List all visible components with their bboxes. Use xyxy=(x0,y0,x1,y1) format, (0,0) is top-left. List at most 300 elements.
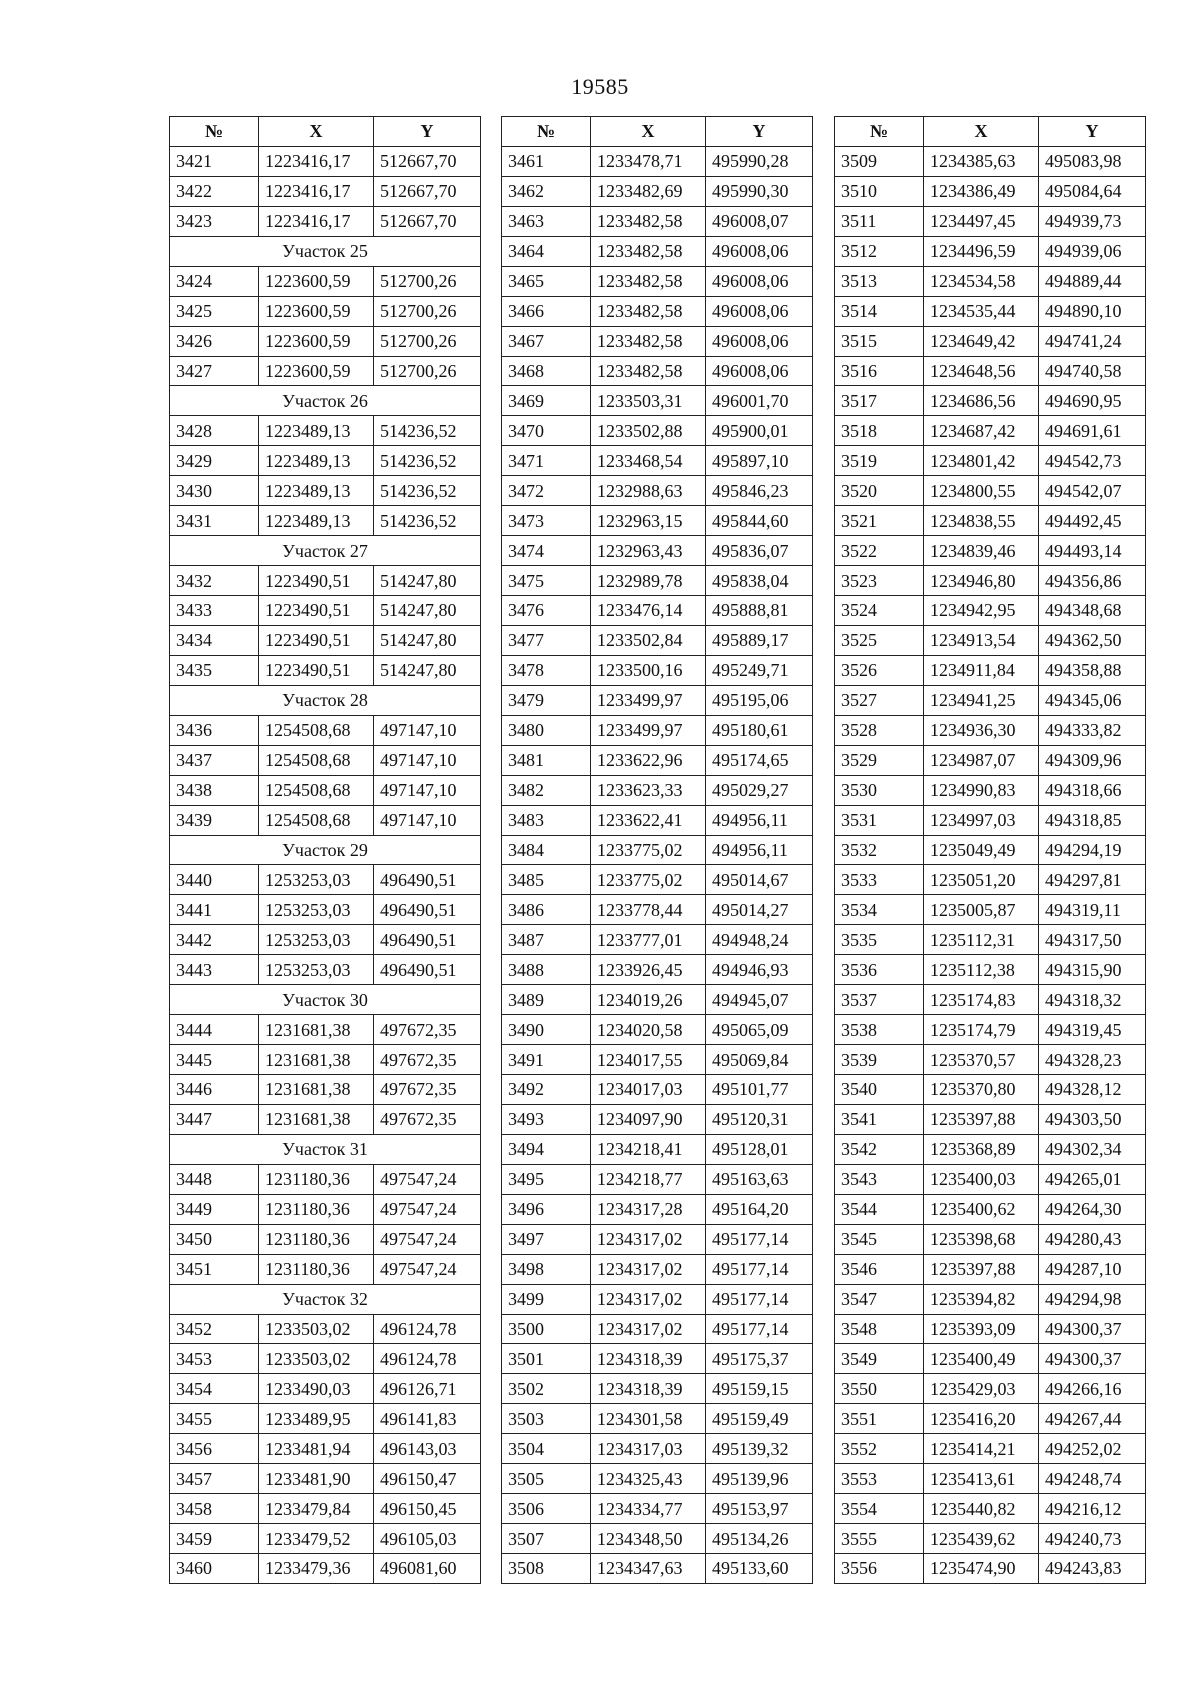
point-number-cell: 3463 xyxy=(502,206,591,236)
x-coordinate-cell: 1234318,39 xyxy=(591,1344,706,1374)
point-number-cell: 3438 xyxy=(170,775,259,805)
x-coordinate-cell: 1232963,43 xyxy=(591,536,706,566)
y-coordinate-cell: 494309,96 xyxy=(1039,745,1146,775)
point-number-cell: 3435 xyxy=(170,655,259,685)
point-number-cell: 3550 xyxy=(835,1374,924,1404)
table-row xyxy=(170,955,481,985)
point-number-cell: 3542 xyxy=(835,1134,924,1164)
table-row xyxy=(835,865,1146,895)
point-number-cell: 3537 xyxy=(835,985,924,1015)
y-coordinate-cell: 495128,01 xyxy=(706,1134,813,1164)
table-row xyxy=(502,655,813,685)
table-row xyxy=(170,805,481,835)
point-number-cell: 3518 xyxy=(835,416,924,446)
x-coordinate-cell: 1234218,77 xyxy=(591,1164,706,1194)
table-row xyxy=(502,566,813,596)
table-row xyxy=(170,715,481,745)
section-row xyxy=(170,1134,481,1164)
y-coordinate-cell: 494741,24 xyxy=(1039,326,1146,356)
point-number-cell: 3490 xyxy=(502,1015,591,1045)
point-number-cell: 3432 xyxy=(170,566,259,596)
section-row xyxy=(170,386,481,416)
table-row xyxy=(170,625,481,655)
x-coordinate-cell: 1234317,02 xyxy=(591,1314,706,1344)
table-row xyxy=(835,266,1146,296)
y-coordinate-cell: 495133,60 xyxy=(706,1554,813,1584)
x-coordinate-cell: 1235174,79 xyxy=(924,1015,1039,1045)
table-row xyxy=(502,416,813,446)
point-number-cell: 3552 xyxy=(835,1434,924,1464)
point-number-cell: 3481 xyxy=(502,745,591,775)
table-row xyxy=(170,1494,481,1524)
x-coordinate-cell: 1232963,15 xyxy=(591,506,706,536)
point-number-cell: 3554 xyxy=(835,1494,924,1524)
y-coordinate-cell: 496126,71 xyxy=(374,1374,481,1404)
table-row xyxy=(502,1045,813,1075)
page-number: 19585 xyxy=(571,74,629,99)
table-row xyxy=(170,1374,481,1404)
x-coordinate-cell: 1231180,36 xyxy=(259,1254,374,1284)
table-row xyxy=(835,1194,1146,1224)
header-y: Y xyxy=(706,117,813,147)
y-coordinate-cell: 495065,09 xyxy=(706,1015,813,1045)
point-number-cell: 3428 xyxy=(170,416,259,446)
y-coordinate-cell: 512700,26 xyxy=(374,266,481,296)
point-number-cell: 3536 xyxy=(835,955,924,985)
y-coordinate-cell: 495069,84 xyxy=(706,1045,813,1075)
x-coordinate-cell: 1234325,43 xyxy=(591,1464,706,1494)
x-coordinate-cell: 1234017,03 xyxy=(591,1075,706,1105)
point-number-cell: 3461 xyxy=(502,146,591,176)
table-row xyxy=(170,596,481,626)
y-coordinate-cell: 495163,63 xyxy=(706,1164,813,1194)
y-coordinate-cell: 497547,24 xyxy=(374,1254,481,1284)
table-row xyxy=(170,1554,481,1584)
x-coordinate-cell: 1235051,20 xyxy=(924,865,1039,895)
point-number-cell: 3512 xyxy=(835,236,924,266)
x-coordinate-cell: 1234941,25 xyxy=(924,685,1039,715)
y-coordinate-cell: 495177,14 xyxy=(706,1254,813,1284)
x-coordinate-cell: 1233622,41 xyxy=(591,805,706,835)
point-number-cell: 3460 xyxy=(170,1554,259,1584)
x-coordinate-cell: 1234942,95 xyxy=(924,596,1039,626)
y-coordinate-cell: 512700,26 xyxy=(374,356,481,386)
x-coordinate-cell: 1234019,26 xyxy=(591,985,706,1015)
table-row xyxy=(502,386,813,416)
y-coordinate-cell: 494318,32 xyxy=(1039,985,1146,1015)
table-row xyxy=(835,596,1146,626)
x-coordinate-cell: 1234913,54 xyxy=(924,625,1039,655)
x-coordinate-cell: 1223490,51 xyxy=(259,566,374,596)
table-row xyxy=(170,1194,481,1224)
x-coordinate-cell: 1234301,58 xyxy=(591,1404,706,1434)
point-number-cell: 3498 xyxy=(502,1254,591,1284)
table-row xyxy=(170,356,481,386)
point-number-cell: 3529 xyxy=(835,745,924,775)
point-number-cell: 3485 xyxy=(502,865,591,895)
table-row xyxy=(170,1464,481,1494)
point-number-cell: 3494 xyxy=(502,1134,591,1164)
point-number-cell: 3426 xyxy=(170,326,259,356)
y-coordinate-cell: 495139,32 xyxy=(706,1434,813,1464)
table-row xyxy=(502,1344,813,1374)
section-row xyxy=(170,536,481,566)
y-coordinate-cell: 495889,17 xyxy=(706,625,813,655)
x-coordinate-cell: 1235174,83 xyxy=(924,985,1039,1015)
table-row xyxy=(835,1344,1146,1374)
x-coordinate-cell: 1233481,90 xyxy=(259,1464,374,1494)
point-number-cell: 3534 xyxy=(835,895,924,925)
table-row xyxy=(170,296,481,326)
table-header-row xyxy=(502,117,813,147)
x-coordinate-cell: 1234990,83 xyxy=(924,775,1039,805)
point-number-cell: 3484 xyxy=(502,835,591,865)
x-coordinate-cell: 1223489,13 xyxy=(259,476,374,506)
x-coordinate-cell: 1234317,03 xyxy=(591,1434,706,1464)
x-coordinate-cell: 1234334,77 xyxy=(591,1494,706,1524)
table-row xyxy=(835,895,1146,925)
section-title: Участок 30 xyxy=(170,985,481,1015)
y-coordinate-cell: 494939,06 xyxy=(1039,236,1146,266)
table-row xyxy=(502,446,813,476)
x-coordinate-cell: 1233482,58 xyxy=(591,236,706,266)
header-x: X xyxy=(924,117,1039,147)
x-coordinate-cell: 1233479,52 xyxy=(259,1524,374,1554)
section-row xyxy=(170,236,481,266)
table-row xyxy=(835,1045,1146,1075)
point-number-cell: 3549 xyxy=(835,1344,924,1374)
x-coordinate-cell: 1233481,94 xyxy=(259,1434,374,1464)
y-coordinate-cell: 496150,45 xyxy=(374,1494,481,1524)
x-coordinate-cell: 1234946,80 xyxy=(924,566,1039,596)
table-row xyxy=(502,1104,813,1134)
x-coordinate-cell: 1233775,02 xyxy=(591,835,706,865)
point-number-cell: 3499 xyxy=(502,1284,591,1314)
y-coordinate-cell: 514236,52 xyxy=(374,416,481,446)
x-coordinate-cell: 1231681,38 xyxy=(259,1104,374,1134)
y-coordinate-cell: 496008,06 xyxy=(706,356,813,386)
point-number-cell: 3473 xyxy=(502,506,591,536)
table-row xyxy=(835,625,1146,655)
table-row xyxy=(502,685,813,715)
y-coordinate-cell: 495164,20 xyxy=(706,1194,813,1224)
y-coordinate-cell: 494333,82 xyxy=(1039,715,1146,745)
table-row xyxy=(502,775,813,805)
x-coordinate-cell: 1253253,03 xyxy=(259,955,374,985)
x-coordinate-cell: 1232988,63 xyxy=(591,476,706,506)
x-coordinate-cell: 1235439,62 xyxy=(924,1524,1039,1554)
x-coordinate-cell: 1233503,02 xyxy=(259,1314,374,1344)
x-coordinate-cell: 1233502,84 xyxy=(591,625,706,655)
x-coordinate-cell: 1233479,84 xyxy=(259,1494,374,1524)
y-coordinate-cell: 497547,24 xyxy=(374,1164,481,1194)
table-row xyxy=(502,985,813,1015)
table-row xyxy=(502,1134,813,1164)
y-coordinate-cell: 494948,24 xyxy=(706,925,813,955)
x-coordinate-cell: 1235416,20 xyxy=(924,1404,1039,1434)
x-coordinate-cell: 1231681,38 xyxy=(259,1045,374,1075)
x-coordinate-cell: 1234801,42 xyxy=(924,446,1039,476)
x-coordinate-cell: 1234317,02 xyxy=(591,1284,706,1314)
x-coordinate-cell: 1233500,16 xyxy=(591,655,706,685)
y-coordinate-cell: 494946,93 xyxy=(706,955,813,985)
section-title: Участок 29 xyxy=(170,835,481,865)
y-coordinate-cell: 495838,04 xyxy=(706,566,813,596)
point-number-cell: 3513 xyxy=(835,266,924,296)
table-row xyxy=(502,1164,813,1194)
x-coordinate-cell: 1233502,88 xyxy=(591,416,706,446)
y-coordinate-cell: 496490,51 xyxy=(374,865,481,895)
table-row xyxy=(835,146,1146,176)
point-number-cell: 3444 xyxy=(170,1015,259,1045)
table-row xyxy=(502,1015,813,1045)
y-coordinate-cell: 495159,15 xyxy=(706,1374,813,1404)
y-coordinate-cell: 494240,73 xyxy=(1039,1524,1146,1554)
y-coordinate-cell: 494280,43 xyxy=(1039,1224,1146,1254)
x-coordinate-cell: 1231180,36 xyxy=(259,1194,374,1224)
point-number-cell: 3540 xyxy=(835,1075,924,1105)
table-row xyxy=(170,1404,481,1434)
table-row xyxy=(502,596,813,626)
y-coordinate-cell: 494358,88 xyxy=(1039,655,1146,685)
y-coordinate-cell: 514247,80 xyxy=(374,566,481,596)
y-coordinate-cell: 496001,70 xyxy=(706,386,813,416)
x-coordinate-cell: 1235397,88 xyxy=(924,1104,1039,1134)
point-number-cell: 3504 xyxy=(502,1434,591,1464)
x-coordinate-cell: 1234318,39 xyxy=(591,1374,706,1404)
table-row xyxy=(170,1524,481,1554)
x-coordinate-cell: 1234687,42 xyxy=(924,416,1039,446)
point-number-cell: 3514 xyxy=(835,296,924,326)
point-number-cell: 3447 xyxy=(170,1104,259,1134)
point-number-cell: 3541 xyxy=(835,1104,924,1134)
table-row xyxy=(170,1164,481,1194)
point-number-cell: 3445 xyxy=(170,1045,259,1075)
point-number-cell: 3478 xyxy=(502,655,591,685)
table-row xyxy=(835,1015,1146,1045)
table-row xyxy=(835,326,1146,356)
table-row xyxy=(170,895,481,925)
y-coordinate-cell: 514247,80 xyxy=(374,655,481,685)
y-coordinate-cell: 495120,31 xyxy=(706,1104,813,1134)
table-row xyxy=(835,715,1146,745)
table-row xyxy=(170,1045,481,1075)
table-row xyxy=(170,566,481,596)
table-row xyxy=(835,506,1146,536)
point-number-cell: 3520 xyxy=(835,476,924,506)
table-row xyxy=(835,655,1146,685)
x-coordinate-cell: 1235370,57 xyxy=(924,1045,1039,1075)
y-coordinate-cell: 496105,03 xyxy=(374,1524,481,1554)
point-number-cell: 3510 xyxy=(835,176,924,206)
table-row xyxy=(170,1075,481,1105)
point-number-cell: 3548 xyxy=(835,1314,924,1344)
section-row xyxy=(170,1284,481,1314)
table-row xyxy=(835,1224,1146,1254)
section-title: Участок 32 xyxy=(170,1284,481,1314)
point-number-cell: 3483 xyxy=(502,805,591,835)
x-coordinate-cell: 1234800,55 xyxy=(924,476,1039,506)
y-coordinate-cell: 512667,70 xyxy=(374,146,481,176)
point-number-cell: 3531 xyxy=(835,805,924,835)
x-coordinate-cell: 1235393,09 xyxy=(924,1314,1039,1344)
coordinates-table-2 xyxy=(501,116,813,1584)
y-coordinate-cell: 496008,06 xyxy=(706,236,813,266)
y-coordinate-cell: 494939,73 xyxy=(1039,206,1146,236)
table-row xyxy=(502,206,813,236)
y-coordinate-cell: 496124,78 xyxy=(374,1344,481,1374)
x-coordinate-cell: 1223416,17 xyxy=(259,176,374,206)
y-coordinate-cell: 514247,80 xyxy=(374,625,481,655)
y-coordinate-cell: 494492,45 xyxy=(1039,506,1146,536)
point-number-cell: 3528 xyxy=(835,715,924,745)
point-number-cell: 3538 xyxy=(835,1015,924,1045)
y-coordinate-cell: 494493,14 xyxy=(1039,536,1146,566)
table-row xyxy=(170,1314,481,1344)
x-coordinate-cell: 1231180,36 xyxy=(259,1224,374,1254)
point-number-cell: 3544 xyxy=(835,1194,924,1224)
point-number-cell: 3423 xyxy=(170,206,259,236)
x-coordinate-cell: 1254508,68 xyxy=(259,745,374,775)
table-row xyxy=(170,745,481,775)
y-coordinate-cell: 496081,60 xyxy=(374,1554,481,1584)
y-coordinate-cell: 495177,14 xyxy=(706,1284,813,1314)
x-coordinate-cell: 1234496,59 xyxy=(924,236,1039,266)
point-number-cell: 3433 xyxy=(170,596,259,626)
y-coordinate-cell: 496143,03 xyxy=(374,1434,481,1464)
point-number-cell: 3474 xyxy=(502,536,591,566)
y-coordinate-cell: 496150,47 xyxy=(374,1464,481,1494)
point-number-cell: 3467 xyxy=(502,326,591,356)
y-coordinate-cell: 495134,26 xyxy=(706,1524,813,1554)
y-coordinate-cell: 497547,24 xyxy=(374,1224,481,1254)
x-coordinate-cell: 1235394,82 xyxy=(924,1284,1039,1314)
x-coordinate-cell: 1253253,03 xyxy=(259,865,374,895)
point-number-cell: 3525 xyxy=(835,625,924,655)
x-coordinate-cell: 1233622,96 xyxy=(591,745,706,775)
y-coordinate-cell: 495014,27 xyxy=(706,895,813,925)
y-coordinate-cell: 514236,52 xyxy=(374,446,481,476)
y-coordinate-cell: 494356,86 xyxy=(1039,566,1146,596)
y-coordinate-cell: 494265,01 xyxy=(1039,1164,1146,1194)
y-coordinate-cell: 495888,81 xyxy=(706,596,813,626)
y-coordinate-cell: 494889,44 xyxy=(1039,266,1146,296)
y-coordinate-cell: 494317,50 xyxy=(1039,925,1146,955)
x-coordinate-cell: 1235400,62 xyxy=(924,1194,1039,1224)
table-row xyxy=(502,1284,813,1314)
table-row xyxy=(170,506,481,536)
point-number-cell: 3516 xyxy=(835,356,924,386)
table-row xyxy=(835,296,1146,326)
x-coordinate-cell: 1223490,51 xyxy=(259,625,374,655)
table-row xyxy=(502,895,813,925)
point-number-cell: 3427 xyxy=(170,356,259,386)
point-number-cell: 3493 xyxy=(502,1104,591,1134)
point-number-cell: 3487 xyxy=(502,925,591,955)
table-row xyxy=(835,1314,1146,1344)
point-number-cell: 3457 xyxy=(170,1464,259,1494)
x-coordinate-cell: 1223489,13 xyxy=(259,446,374,476)
table-row xyxy=(170,1254,481,1284)
x-coordinate-cell: 1235005,87 xyxy=(924,895,1039,925)
y-coordinate-cell: 514236,52 xyxy=(374,506,481,536)
y-coordinate-cell: 512700,26 xyxy=(374,326,481,356)
x-coordinate-cell: 1233489,95 xyxy=(259,1404,374,1434)
point-number-cell: 3543 xyxy=(835,1164,924,1194)
table-row xyxy=(170,176,481,206)
section-title: Участок 31 xyxy=(170,1134,481,1164)
y-coordinate-cell: 495249,71 xyxy=(706,655,813,685)
x-coordinate-cell: 1233478,71 xyxy=(591,146,706,176)
table-row xyxy=(502,1224,813,1254)
table-row xyxy=(502,1314,813,1344)
point-number-cell: 3492 xyxy=(502,1075,591,1105)
x-coordinate-cell: 1233499,97 xyxy=(591,685,706,715)
x-coordinate-cell: 1233482,58 xyxy=(591,266,706,296)
table-row xyxy=(502,1554,813,1584)
table-row xyxy=(502,1494,813,1524)
y-coordinate-cell: 495014,67 xyxy=(706,865,813,895)
x-coordinate-cell: 1234218,41 xyxy=(591,1134,706,1164)
y-coordinate-cell: 494264,30 xyxy=(1039,1194,1146,1224)
section-row xyxy=(170,985,481,1015)
y-coordinate-cell: 495990,30 xyxy=(706,176,813,206)
table-row xyxy=(835,206,1146,236)
x-coordinate-cell: 1235049,49 xyxy=(924,835,1039,865)
x-coordinate-cell: 1254508,68 xyxy=(259,715,374,745)
point-number-cell: 3506 xyxy=(502,1494,591,1524)
x-coordinate-cell: 1234534,58 xyxy=(924,266,1039,296)
point-number-cell: 3527 xyxy=(835,685,924,715)
x-coordinate-cell: 1235413,61 xyxy=(924,1464,1039,1494)
y-coordinate-cell: 495175,37 xyxy=(706,1344,813,1374)
y-coordinate-cell: 494542,07 xyxy=(1039,476,1146,506)
point-number-cell: 3521 xyxy=(835,506,924,536)
table-row xyxy=(835,1164,1146,1194)
point-number-cell: 3469 xyxy=(502,386,591,416)
x-coordinate-cell: 1223600,59 xyxy=(259,266,374,296)
x-coordinate-cell: 1253253,03 xyxy=(259,925,374,955)
x-coordinate-cell: 1235414,21 xyxy=(924,1434,1039,1464)
y-coordinate-cell: 494542,73 xyxy=(1039,446,1146,476)
x-coordinate-cell: 1235398,68 xyxy=(924,1224,1039,1254)
x-coordinate-cell: 1234497,45 xyxy=(924,206,1039,236)
x-coordinate-cell: 1253253,03 xyxy=(259,895,374,925)
table-row xyxy=(170,775,481,805)
y-coordinate-cell: 497147,10 xyxy=(374,745,481,775)
table-row xyxy=(502,236,813,266)
y-coordinate-cell: 494297,81 xyxy=(1039,865,1146,895)
x-coordinate-cell: 1235112,31 xyxy=(924,925,1039,955)
table-row xyxy=(835,1494,1146,1524)
table-row xyxy=(170,1104,481,1134)
y-coordinate-cell: 495174,65 xyxy=(706,745,813,775)
y-coordinate-cell: 497672,35 xyxy=(374,1045,481,1075)
table-row xyxy=(835,1134,1146,1164)
y-coordinate-cell: 494300,37 xyxy=(1039,1344,1146,1374)
point-number-cell: 3508 xyxy=(502,1554,591,1584)
point-number-cell: 3477 xyxy=(502,625,591,655)
table-row xyxy=(835,176,1146,206)
y-coordinate-cell: 497147,10 xyxy=(374,805,481,835)
point-number-cell: 3436 xyxy=(170,715,259,745)
y-coordinate-cell: 494348,68 xyxy=(1039,596,1146,626)
point-number-cell: 3440 xyxy=(170,865,259,895)
table-row xyxy=(835,685,1146,715)
table-row xyxy=(170,865,481,895)
point-number-cell: 3448 xyxy=(170,1164,259,1194)
table-row xyxy=(502,805,813,835)
